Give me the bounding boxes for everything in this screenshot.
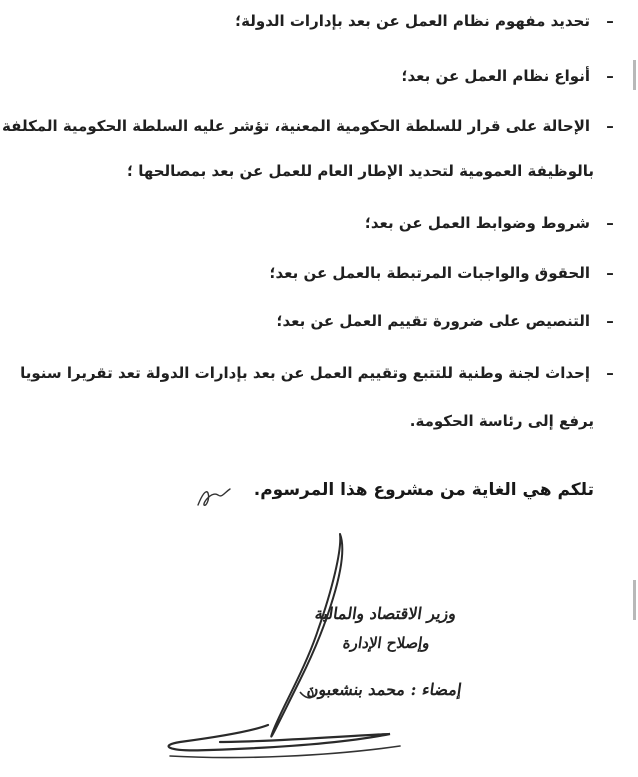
bullet-item <box>2 115 622 137</box>
minister-title: وزير الاقتصاد والمالية <box>313 604 458 623</box>
bullet-text: إحداث لجنة وطنية للتتبع وتقييم العمل عن بعد بإدارات الدولة تعد تقريرا سنويا <box>20 364 590 382</box>
bullet-item <box>269 262 622 284</box>
bullet-item <box>365 212 622 234</box>
bullet-dash: – <box>606 264 614 282</box>
bullet-item <box>20 362 622 384</box>
bullet-text: تحديد مفهوم نظام العمل عن بعد بإدارات الدولة؛ <box>235 12 590 30</box>
bullet-text: أنواع نظام العمل عن بعد؛ <box>401 67 590 85</box>
bullet-text: شروط وضوابط العمل عن بعد؛ <box>364 214 590 232</box>
bullet-dash: – <box>606 117 614 135</box>
bullet-text: الإحالة على قرار للسلطة الحكومية المعنية، تؤشر عليه السلطة الحكومية المكلفة <box>2 117 590 135</box>
scan-edge-mark <box>633 60 636 90</box>
bullet-dash: – <box>606 12 614 30</box>
initials-mark <box>194 483 234 511</box>
signature-block <box>160 590 480 710</box>
bullet-dash: – <box>606 364 614 382</box>
bullet-text: بالوظيفة العمومية لتحديد الإطار العام للعمل عن بعد بمصالحها ؛ <box>126 162 594 180</box>
bullet-item <box>276 310 622 332</box>
bullet-item <box>235 10 622 32</box>
scan-edge-mark <box>633 580 636 620</box>
ministry-line: وإصلاح الإدارة <box>342 634 432 652</box>
bullet-continuation <box>127 160 594 182</box>
bullet-item <box>401 65 622 87</box>
signatory-line: إمضاء : محمد بنشعبون <box>306 680 464 699</box>
conclusion-text: تلكم هي الغاية من مشروع هذا المرسوم. <box>253 480 594 500</box>
bullet-dash: – <box>606 67 614 85</box>
bullet-continuation <box>410 410 594 432</box>
bullet-text: التنصيص على ضرورة تقييم العمل عن بعد؛ <box>276 312 590 330</box>
bullet-text: يرفع إلى رئاسة الحكومة. <box>409 412 594 430</box>
bullet-text: الحقوق والواجبات المرتبطة بالعمل عن بعد؛ <box>269 264 590 282</box>
bullet-dash: – <box>606 312 614 330</box>
bullet-dash: – <box>606 214 614 232</box>
